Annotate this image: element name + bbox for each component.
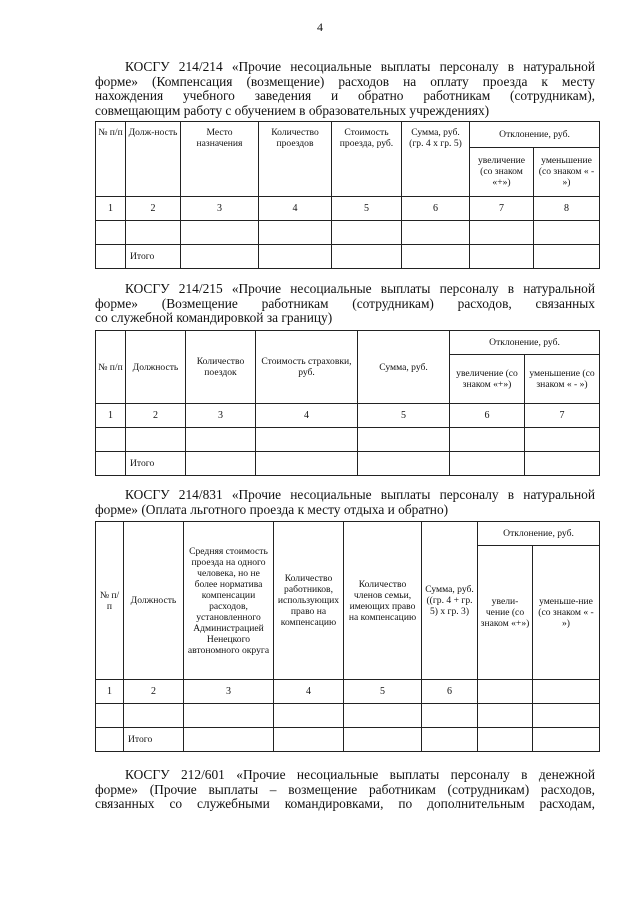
column-number-5: 5	[332, 196, 402, 220]
header-deviation: Отклонение, руб.	[470, 122, 600, 148]
header-position: Должность	[124, 522, 184, 680]
header-sum: Сумма, руб.	[358, 331, 450, 404]
section1-heading	[95, 60, 595, 118]
section2-line-2: форме» (Возмещение работникам (сотрудникам) расходов, связанных	[95, 295, 595, 311]
column-number-1: 1	[96, 196, 126, 220]
header-number: № п/п	[96, 522, 124, 680]
header-number: № п/п	[96, 331, 126, 404]
total-row	[96, 244, 600, 268]
table-214-215	[95, 330, 600, 476]
header-deviation: Отклонение, руб.	[450, 331, 600, 355]
table-row	[96, 220, 600, 244]
column-number-4: 4	[259, 196, 332, 220]
section1-line-3: нахождения учебного заведения и обратно работникам (сотрудникам),	[95, 88, 595, 104]
header-deviation: Отклонение, руб.	[478, 522, 600, 546]
header-family-count: Количество членов семьи, имеющих право на компенсацию	[344, 522, 422, 680]
header-decrease: уменьше-ние (со знаком « - »)	[533, 546, 600, 680]
total-label: Итого	[126, 452, 186, 476]
table-214-214	[95, 121, 600, 269]
header-trip-count: Количество поездок	[186, 331, 256, 404]
section3-line-1: КОСГУ 214/831 «Прочие несоциальные выплаты персоналу в натуральной	[125, 487, 595, 502]
header-trip-count: Количество проездов	[259, 122, 332, 197]
section3-heading	[95, 488, 595, 517]
total-row	[96, 728, 600, 752]
header-number: № п/п	[96, 122, 126, 197]
column-number-3: 3	[184, 680, 274, 704]
column-number-2: 2	[126, 404, 186, 428]
header-sum: Сумма, руб. ((гр. 4 + гр. 5) х гр. 3)	[422, 522, 478, 680]
section2-heading	[95, 282, 595, 326]
column-number-4: 4	[256, 404, 358, 428]
column-number-6: 6	[450, 404, 525, 428]
section2-line-1: КОСГУ 214/215 «Прочие несоциальные выплаты персоналу в натуральной	[125, 281, 595, 296]
section1-line-4: совмещающим работу с обучением в образовательных учреждениях)	[95, 102, 490, 118]
header-increase: увеличение (со знаком «+»)	[470, 148, 534, 196]
section2-line-3: со служебной командировкой за границу)	[95, 310, 333, 326]
page-number: 4	[317, 20, 323, 34]
header-employee-count: Количество работников, использующих право на компенсацию	[274, 522, 344, 680]
column-number-3: 3	[181, 196, 259, 220]
column-number-4: 4	[274, 680, 344, 704]
header-increase: увели-чение (со знаком «+»)	[478, 546, 533, 680]
section3-line-2: форме» (Оплата льготного проезда к месту отдыха и обратно)	[95, 501, 449, 517]
header-trip-cost: Стоимость проезда, руб.	[332, 122, 402, 197]
table-row	[96, 704, 600, 728]
column-number-7: 7	[470, 196, 534, 220]
total-label: Итого	[124, 728, 184, 752]
header-position: Долж-ность	[126, 122, 181, 197]
header-decrease: уменьшение (со знаком « - »)	[534, 148, 600, 196]
section1-line-2: форме» (Компенсация (возмещение) расходов на оплату проезда к месту	[95, 73, 595, 89]
section1-line-1: КОСГУ 214/214 «Прочие несоциальные выплаты персоналу в натуральной	[125, 59, 595, 74]
column-number-1: 1	[96, 680, 124, 704]
column-number-8: 8	[534, 196, 600, 220]
column-number-2: 2	[126, 196, 181, 220]
table-214-831	[95, 521, 600, 752]
header-average-cost: Средняя стоимость проезда на одного человека, но не более норматива компенсации расходов, установленного Администрацией Ненецкого автономного округа	[184, 522, 274, 680]
section4-line-1: КОСГУ 212/601 «Прочие несоциальные выплаты персоналу в денежной	[125, 767, 595, 782]
column-number-6: 6	[402, 196, 470, 220]
column-number-3: 3	[186, 404, 256, 428]
header-decrease: уменьшение (со знаком « - »)	[525, 355, 600, 404]
column-number-5: 5	[344, 680, 422, 704]
section4-line-2: форме» (Прочие выплаты – возмещение работникам (сотрудникам) расходов,	[95, 781, 595, 797]
section4-heading	[95, 768, 595, 812]
column-number-1: 1	[96, 404, 126, 428]
column-number-2: 2	[124, 680, 184, 704]
column-number-5: 5	[358, 404, 450, 428]
header-position: Должность	[126, 331, 186, 404]
column-number-7: 7	[525, 404, 600, 428]
header-destination: Место назначения	[181, 122, 259, 197]
table-row	[96, 428, 600, 452]
section4-line-3: связанных со служебными командировками, по дополнительным расходам,	[95, 796, 595, 812]
column-number-6: 6	[422, 680, 478, 704]
header-increase: увеличение (со знаком «+»)	[450, 355, 525, 404]
header-sum: Сумма, руб. (гр. 4 х гр. 5)	[402, 122, 470, 197]
total-label: Итого	[126, 244, 181, 268]
total-row	[96, 452, 600, 476]
header-insurance-cost: Стоимость страховки, руб.	[256, 331, 358, 404]
